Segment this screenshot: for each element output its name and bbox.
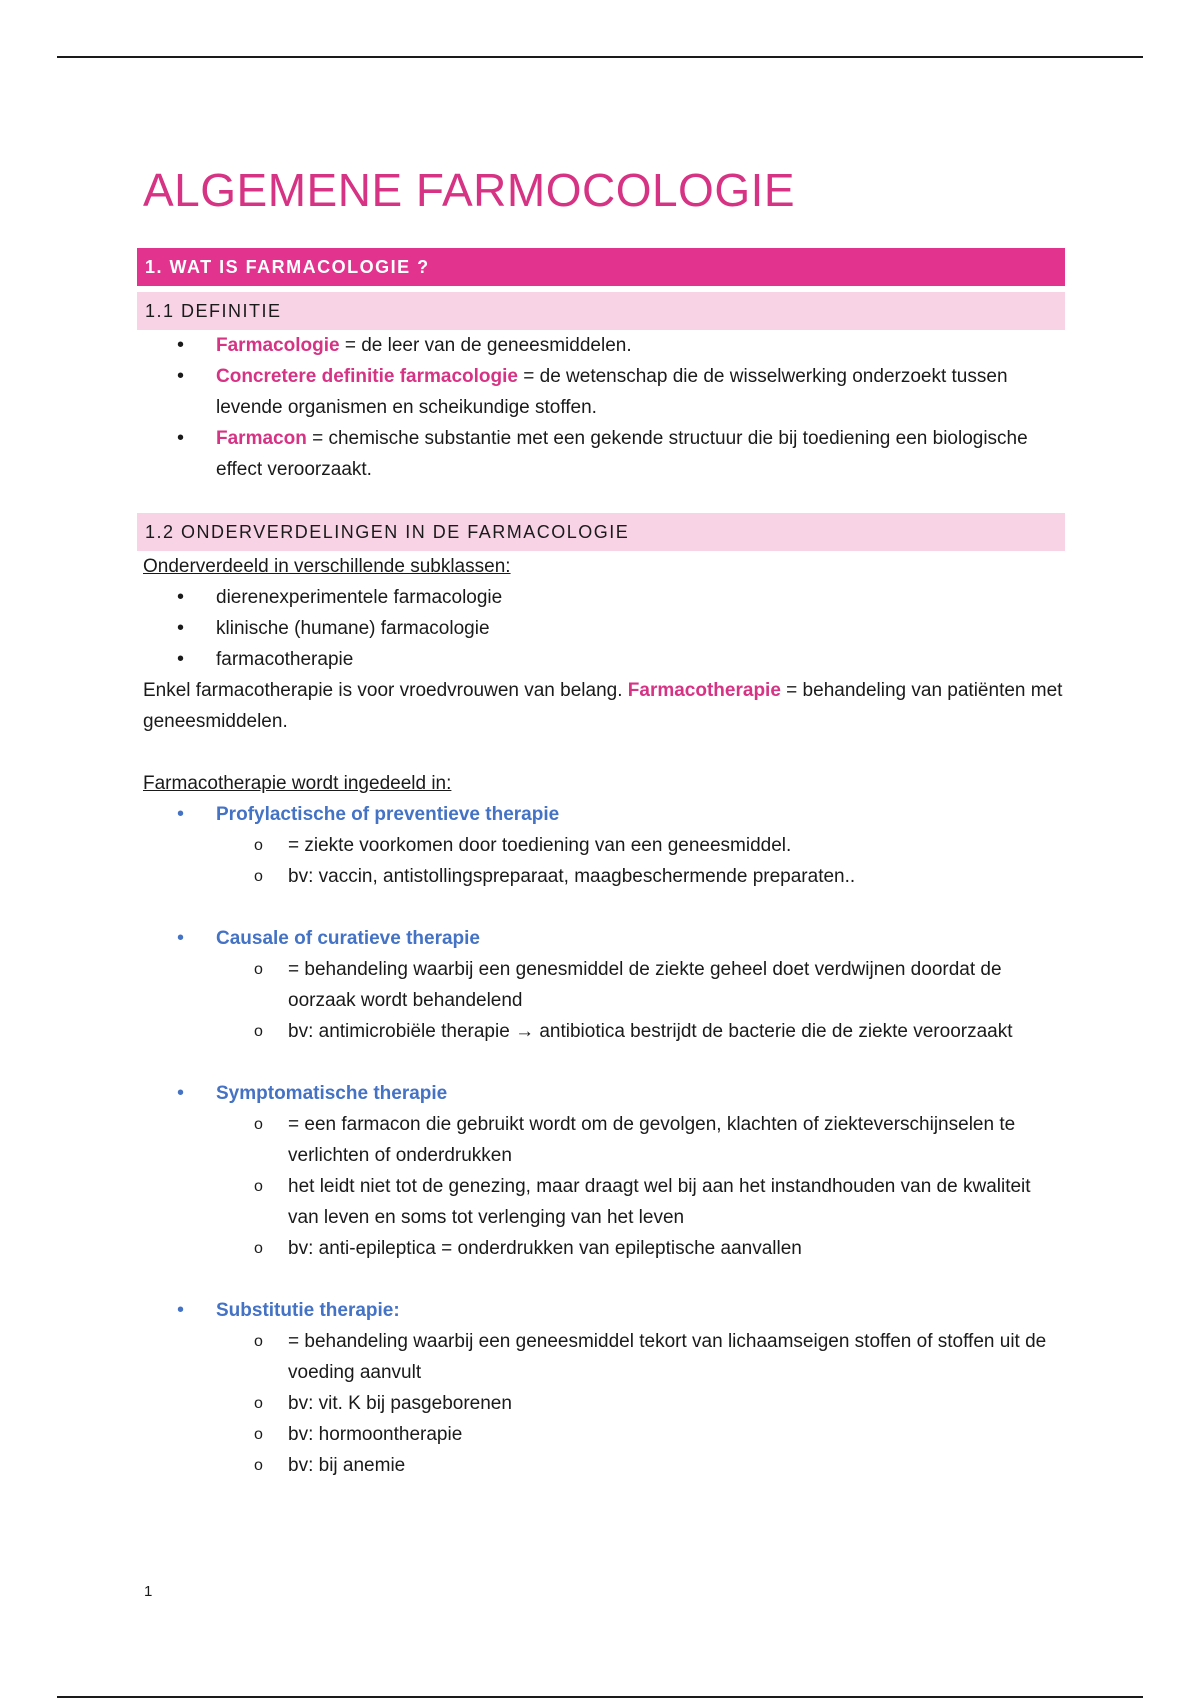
therapy-name: Symptomatische therapie [216, 1083, 448, 1104]
definition-text: = chemische substantie met een gekende structuur die bij toediening een biologische effect veroorzaakt. [216, 428, 1028, 480]
subclass-item: • klinische (humane) farmacologie [137, 613, 1065, 644]
definition-item [137, 361, 1065, 423]
header-rule [57, 56, 1143, 58]
therapy-name: Causale of curatieve therapie [216, 928, 480, 949]
therapy-point: o bv: bij anemie [137, 1450, 1065, 1481]
therapy-list [137, 1295, 1065, 1326]
subclass-item: • dierenexperimentele farmacologie [137, 582, 1065, 613]
definition-term: Farmacologie [216, 335, 340, 356]
therapy-point: o bv: vit. K bij pasgeborenen [137, 1388, 1065, 1419]
therapy-item [137, 923, 1065, 954]
therapy-list [137, 799, 1065, 830]
therapy-item [137, 1295, 1065, 1326]
definition-text: = de leer van de geneesmiddelen. [339, 335, 632, 356]
paragraph-text: Enkel farmacotherapie is voor vroedvrouwen van belang. [143, 680, 628, 701]
therapy-point: o bv: vaccin, antistollingspreparaat, maagbeschermende preparaten.. [137, 861, 1065, 892]
therapy-point: o = een farmacon die gebruikt wordt om de gevolgen, klachten of ziekteverschijnselen te verlichten of onderdrukken [137, 1109, 1065, 1171]
section-heading-1: 1. WAT IS FARMACOLOGIE ? [137, 248, 1065, 286]
therapy-point: o = behandeling waarbij een genesmiddel de ziekte geheel doet verdwijnen doordat de oorzaak wordt behandelend [137, 954, 1065, 1016]
paragraph-text: = behandeling van patiënten met geneesmiddelen. [143, 680, 1063, 732]
therapy-list [137, 923, 1065, 954]
definition-list [137, 330, 1065, 485]
therapy-point: o het leidt niet tot de genezing, maar draagt wel bij aan het instandhouden van de kwaliteit van leven en soms tot verlenging van het leven [137, 1171, 1065, 1233]
page-number: 1 [144, 1583, 153, 1600]
subclass-list [137, 582, 1065, 675]
footer-rule [57, 1696, 1143, 1698]
definition-item [137, 423, 1065, 485]
therapy-item [137, 1078, 1065, 1109]
therapy-list [137, 1078, 1065, 1109]
farmacotherapie-paragraph [137, 675, 1065, 737]
therapy-point: o bv: antimicrobiële therapie → antibiotica bestrijdt de bacterie die de ziekte veroorzaakt [137, 1016, 1065, 1047]
therapy-point: o bv: hormoontherapie [137, 1419, 1065, 1450]
therapy-point: o bv: anti-epileptica = onderdrukken van epileptische aanvallen [137, 1233, 1065, 1264]
division-intro: Farmacotherapie wordt ingedeeld in: [143, 773, 452, 794]
page-content [137, 130, 1065, 1481]
definition-term: Concretere definitie farmacologie [216, 366, 518, 387]
subsection-heading-1-1: 1.1 DEFINITIE [137, 292, 1065, 330]
therapy-point: o = ziekte voorkomen door toediening van een geneesmiddel. [137, 830, 1065, 861]
subsection-heading-1-2: 1.2 ONDERVERDELINGEN IN DE FARMACOLOGIE [137, 513, 1065, 551]
therapy-points [137, 1326, 1065, 1481]
therapy-item [137, 799, 1065, 830]
therapy-name: Profylactische of preventieve therapie [216, 804, 560, 825]
therapy-points [137, 1109, 1065, 1264]
therapy-name: Substitutie therapie: [216, 1300, 400, 1321]
therapy-points [137, 830, 1065, 892]
definition-term: Farmacon [216, 428, 307, 449]
document-title: ALGEMENE FARMOCOLOGIE [143, 164, 796, 216]
therapy-points [137, 954, 1065, 1047]
farmacotherapie-term: Farmacotherapie [627, 680, 781, 701]
definition-item [137, 330, 1065, 361]
subclasses-intro: Onderverdeeld in verschillende subklassen: [143, 556, 511, 577]
therapy-point: o = behandeling waarbij een geneesmiddel tekort van lichaamseigen stoffen of stoffen uit de voeding aanvult [137, 1326, 1065, 1388]
subclass-item: • farmacotherapie [137, 644, 1065, 675]
definition-text: = de wetenschap die de wisselwerking onderzoekt tussen levende organismen en scheikundige stoffen. [216, 366, 1008, 418]
